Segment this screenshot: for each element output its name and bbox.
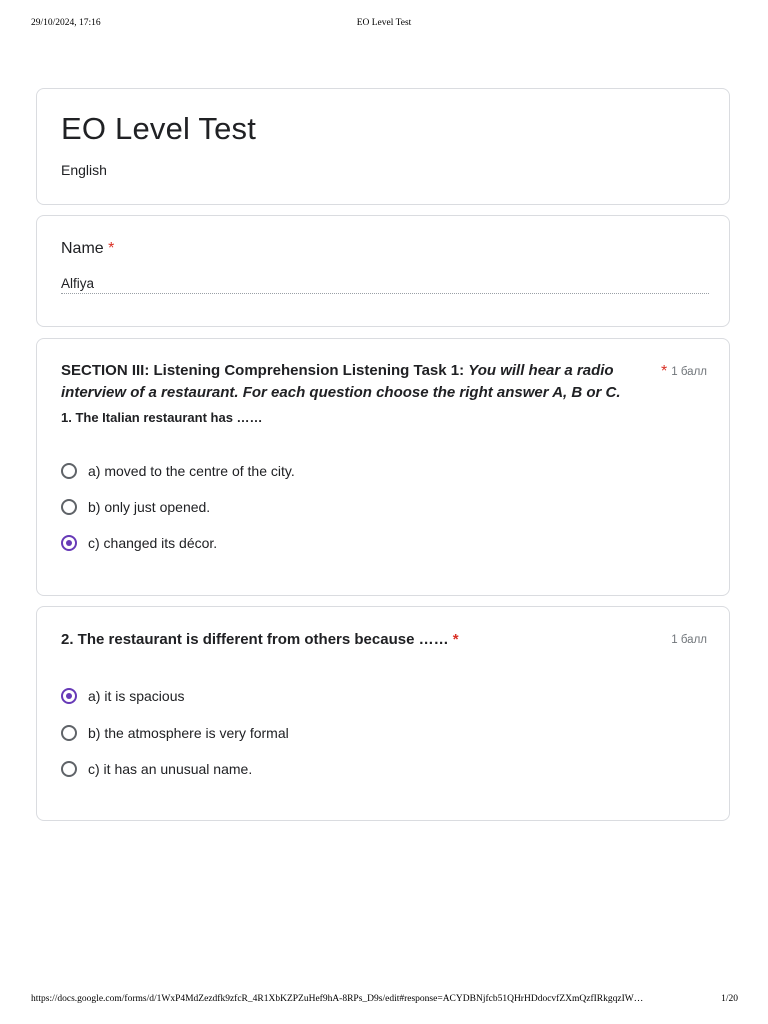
required-asterisk: * [452, 631, 459, 648]
option-label: c) changed its décor. [88, 535, 218, 551]
question-2-points [671, 634, 707, 646]
option-label: a) moved to the centre of the city. [88, 463, 295, 479]
name-question-card [36, 215, 730, 327]
question-1-points [661, 363, 707, 381]
radio-checked-icon[interactable] [61, 535, 77, 551]
points-label: 1 балл [671, 366, 707, 378]
question-1-title-bold: SECTION III: Listening Comprehension Listening Task 1: [61, 362, 469, 379]
radio-checked-icon[interactable] [61, 688, 77, 704]
question-card-2 [36, 606, 730, 821]
form-description: English [61, 162, 107, 178]
page-number: 1/20 [721, 994, 738, 1004]
question-card-1 [36, 338, 730, 596]
name-input[interactable]: Alfiya [61, 276, 709, 294]
radio-icon[interactable] [61, 499, 77, 515]
print-footer [0, 994, 768, 1006]
option-q1-c[interactable] [61, 533, 217, 553]
option-label: b) the atmosphere is very formal [88, 725, 289, 741]
form-header-card [36, 88, 730, 205]
option-q2-b[interactable] [61, 723, 289, 743]
print-title: EO Level Test [356, 18, 412, 28]
question-1-subtitle: 1. The Italian restaurant has …… [61, 410, 263, 425]
radio-icon[interactable] [61, 463, 77, 479]
form-title: EO Level Test [61, 111, 257, 146]
option-q1-a[interactable] [61, 461, 295, 481]
option-q2-c[interactable] [61, 759, 252, 779]
question-2-title [61, 631, 459, 648]
radio-icon[interactable] [61, 725, 77, 741]
name-label-text: Name [61, 240, 104, 257]
print-header [0, 18, 768, 30]
question-1-title [61, 360, 651, 404]
option-q2-a[interactable] [61, 686, 184, 706]
question-2-title-text: 2. The restaurant is different from others because …… [61, 631, 449, 648]
print-url: https://docs.google.com/forms/d/1WxP4MdZezdfk9zfcR_4R1XbKZPZuHef9hA-8RPs_D9s/edit#response=ACYDBNjfcb51QHrHDdocvfZXmQzfIRkgqzIW… [31, 994, 644, 1004]
radio-icon[interactable] [61, 761, 77, 777]
required-asterisk: * [661, 363, 668, 380]
option-label: c) it has an unusual name. [88, 761, 253, 777]
option-label: b) only just opened. [88, 499, 211, 515]
required-asterisk: * [108, 240, 115, 257]
question-1-title-italic: You will hear a radio interview of a restaurant. For each question choose the right answer A, B or C. [61, 362, 621, 401]
name-label [61, 240, 114, 258]
points-label: 1 балл [671, 634, 707, 646]
print-date: 29/10/2024, 17:16 [31, 18, 101, 28]
option-q1-b[interactable] [61, 497, 210, 517]
option-label: a) it is spacious [88, 688, 185, 704]
